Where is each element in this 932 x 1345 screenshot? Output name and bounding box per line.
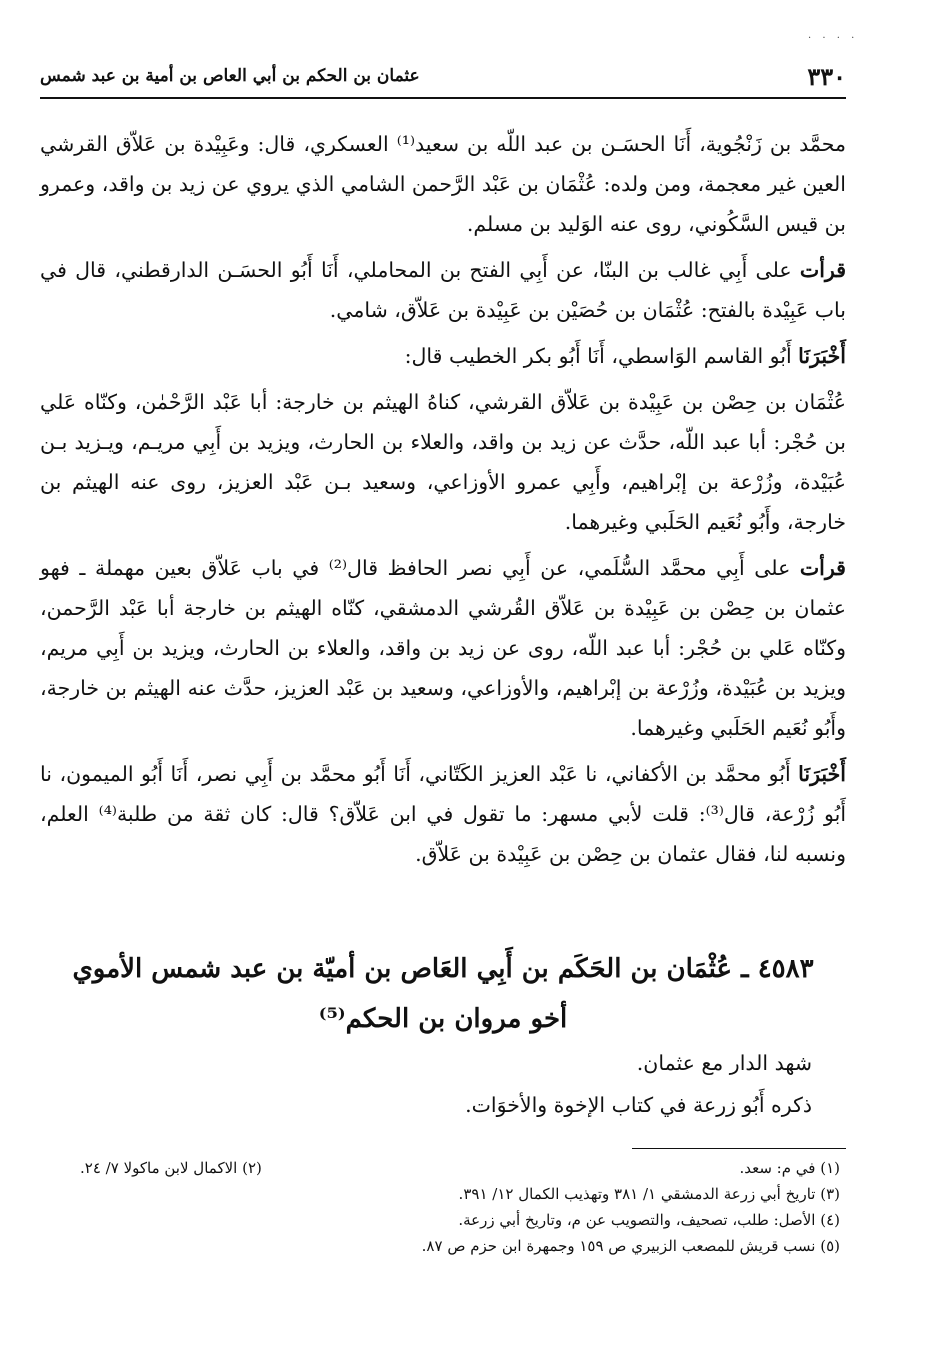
entry-heading-line-1: ٤٥٨٣ ـ عُثْمَان بن الحَكَم بن أَبِي العَاص بن أميّة بن عبد شمس الأموي	[72, 954, 814, 984]
entry-text	[465, 1042, 812, 1126]
main-text	[40, 124, 846, 874]
scan-specks: . . . .	[808, 30, 859, 41]
paragraph-5	[40, 548, 846, 748]
entry-heading	[40, 944, 846, 1044]
footnote-5: (٥) نسب قريش للمصعب الزبيري ص ١٥٩ وجمهرة ابن حزم ص ٨٧.	[421, 1237, 840, 1255]
footnote-4: (٤) الأصل: طلب، تصحيف، والتصويب عن م، وتاريخ أبي زرعة.	[458, 1211, 840, 1229]
entry-text-line-2: ذكره أَبُو زرعة في كتاب الإخوة والأخوَات.	[465, 1093, 812, 1117]
entry-heading-line-2: أخو مروان بن الحكم⁽⁵⁾	[318, 1004, 568, 1034]
footnotes	[40, 1155, 840, 1259]
keyword-qarat: قرأت	[799, 258, 846, 282]
header-rule	[40, 97, 846, 99]
paragraph-1: محمَّد بن زَنْجُوية، أَنَا الحسَـن بن عبد اللّه بن سعيد⁽¹⁾ العسكري، قال: وعَبِيْدة بن عَلاّق القرشي العين غير معجمة، ومن ولده: عُثْمَان بن عَبْد الرَّحمن الشامي الذي يروي عن زيد بن واقد، وعمرو بن قيس السَّكُوني، روى عنه الوَليد بن مسلم.	[40, 132, 846, 236]
footnote-1: (١) في م: سعد.	[739, 1159, 840, 1177]
keyword-akhbarana: أَخْبَرَنَا	[798, 762, 846, 786]
keyword-qarat: قرأت	[799, 556, 846, 580]
paragraph-5-text: على أَبِي محمَّد السُّلَمي، عن أَبِي نصر الحافظ قال⁽²⁾ في باب عَلاّق بعين مهملة ـ فهو عثمان بن حِصْن بن عَبِيْدة بن عَلاّق القُرشي الدمشقي، كنّاه الهيثم بن خارجة أبا عَبْد الرَّحمن، وكنّاه عَلي بن حُجْر: أبا عبد اللّه، روى عن زيد بن واقد، والعلاء بن الحارث، ويزيد بن أَبِي مريم، ويزيد بن عُبَيْدة، وزُرْعة بن إبْراهيم، والأوزاعي، وسعيد بن عَبْد العزيز، حدَّث عنه الهيثم بن خارجة، وأَبُو نُعَيم الحَلَبي وغيرهما.	[40, 556, 846, 740]
paragraph-6-text: أَبُو محمَّد بن الأكفاني، نا عَبْد العزيز الكَتّاني، أَنَا أَبُو محمَّد بن أَبِي نصر، أَنَا أَبُو الميمون، نا أَبُو زُرْعة، قال⁽³⁾: قلت لأبي مسهر: ما تقول في ابن عَلاّق؟ قال: كان ثقة من طلبة⁽⁴⁾ العلم، ونسبه لنا، فقال عثمان بن حِصْن بن عَبِيْدة بن عَلاّق.	[40, 762, 847, 866]
entry-text-line-1: شهد الدار مع عثمان.	[636, 1051, 812, 1075]
paragraph-4: عُثْمَان بن حِصْن بن عَبِيْدة بن عَلاّق القرشي، كناهُ الهيثم بن خارجة: أبا عَبْد الرَّحْمٰن، وكنّاه عَلي بن حُجْر: أبا عبد اللّه، حدَّث عن زيد بن واقد، والعلاء بن الحارث، ويزيد بن أَبِي مريـم، ويـزيد بـن عُبَيْدة، وزُرْعة بن إبْراهيم، وأَبِي عمرو الأوزاعي، وسعيد بـن عَبْد العزيز، روى عنه الهيثم بن خارجة، وأَبُو نُعَيم الحَلَبي وغيرهما.	[40, 390, 846, 534]
running-title: عثمان بن الحكم بن أبي العاص بن أمية بن عبد شمس	[40, 66, 420, 86]
paragraph-2-text: على أَبِي غالب بن البنّا، عن أَبِي الفتح بن المحاملي، أَنَا أَبُو الحسَـن الدارقطني، قال في باب عَبِيْدة بالفتح: عُثْمَان بن حُصَيْن بن عَبِيْدة بن عَلاّق، شامي.	[40, 258, 846, 322]
paragraph-3-text: أَبُو القاسم الوَاسطي، أَنَا أَبُو بكر الخطيب قال:	[404, 344, 799, 368]
keyword-akhbarana: أَخْبَرَنَا	[798, 344, 846, 368]
page-header	[40, 62, 846, 94]
footnote-3: (٣) تاريخ أبي زرعة الدمشقي ١/ ٣٨١ وتهذيب الكمال ١٢/ ٣٩١.	[458, 1185, 840, 1203]
footnote-rule	[632, 1148, 846, 1149]
paragraph-6	[40, 754, 846, 874]
page-number: ٣٣٠	[807, 62, 846, 91]
footnote-2: (٢) الاكمال لابن ماكولا ٧/ ٢٤.	[80, 1159, 262, 1177]
paragraph-2	[40, 250, 846, 330]
paragraph-3	[40, 336, 846, 376]
footnote-row	[40, 1155, 840, 1181]
